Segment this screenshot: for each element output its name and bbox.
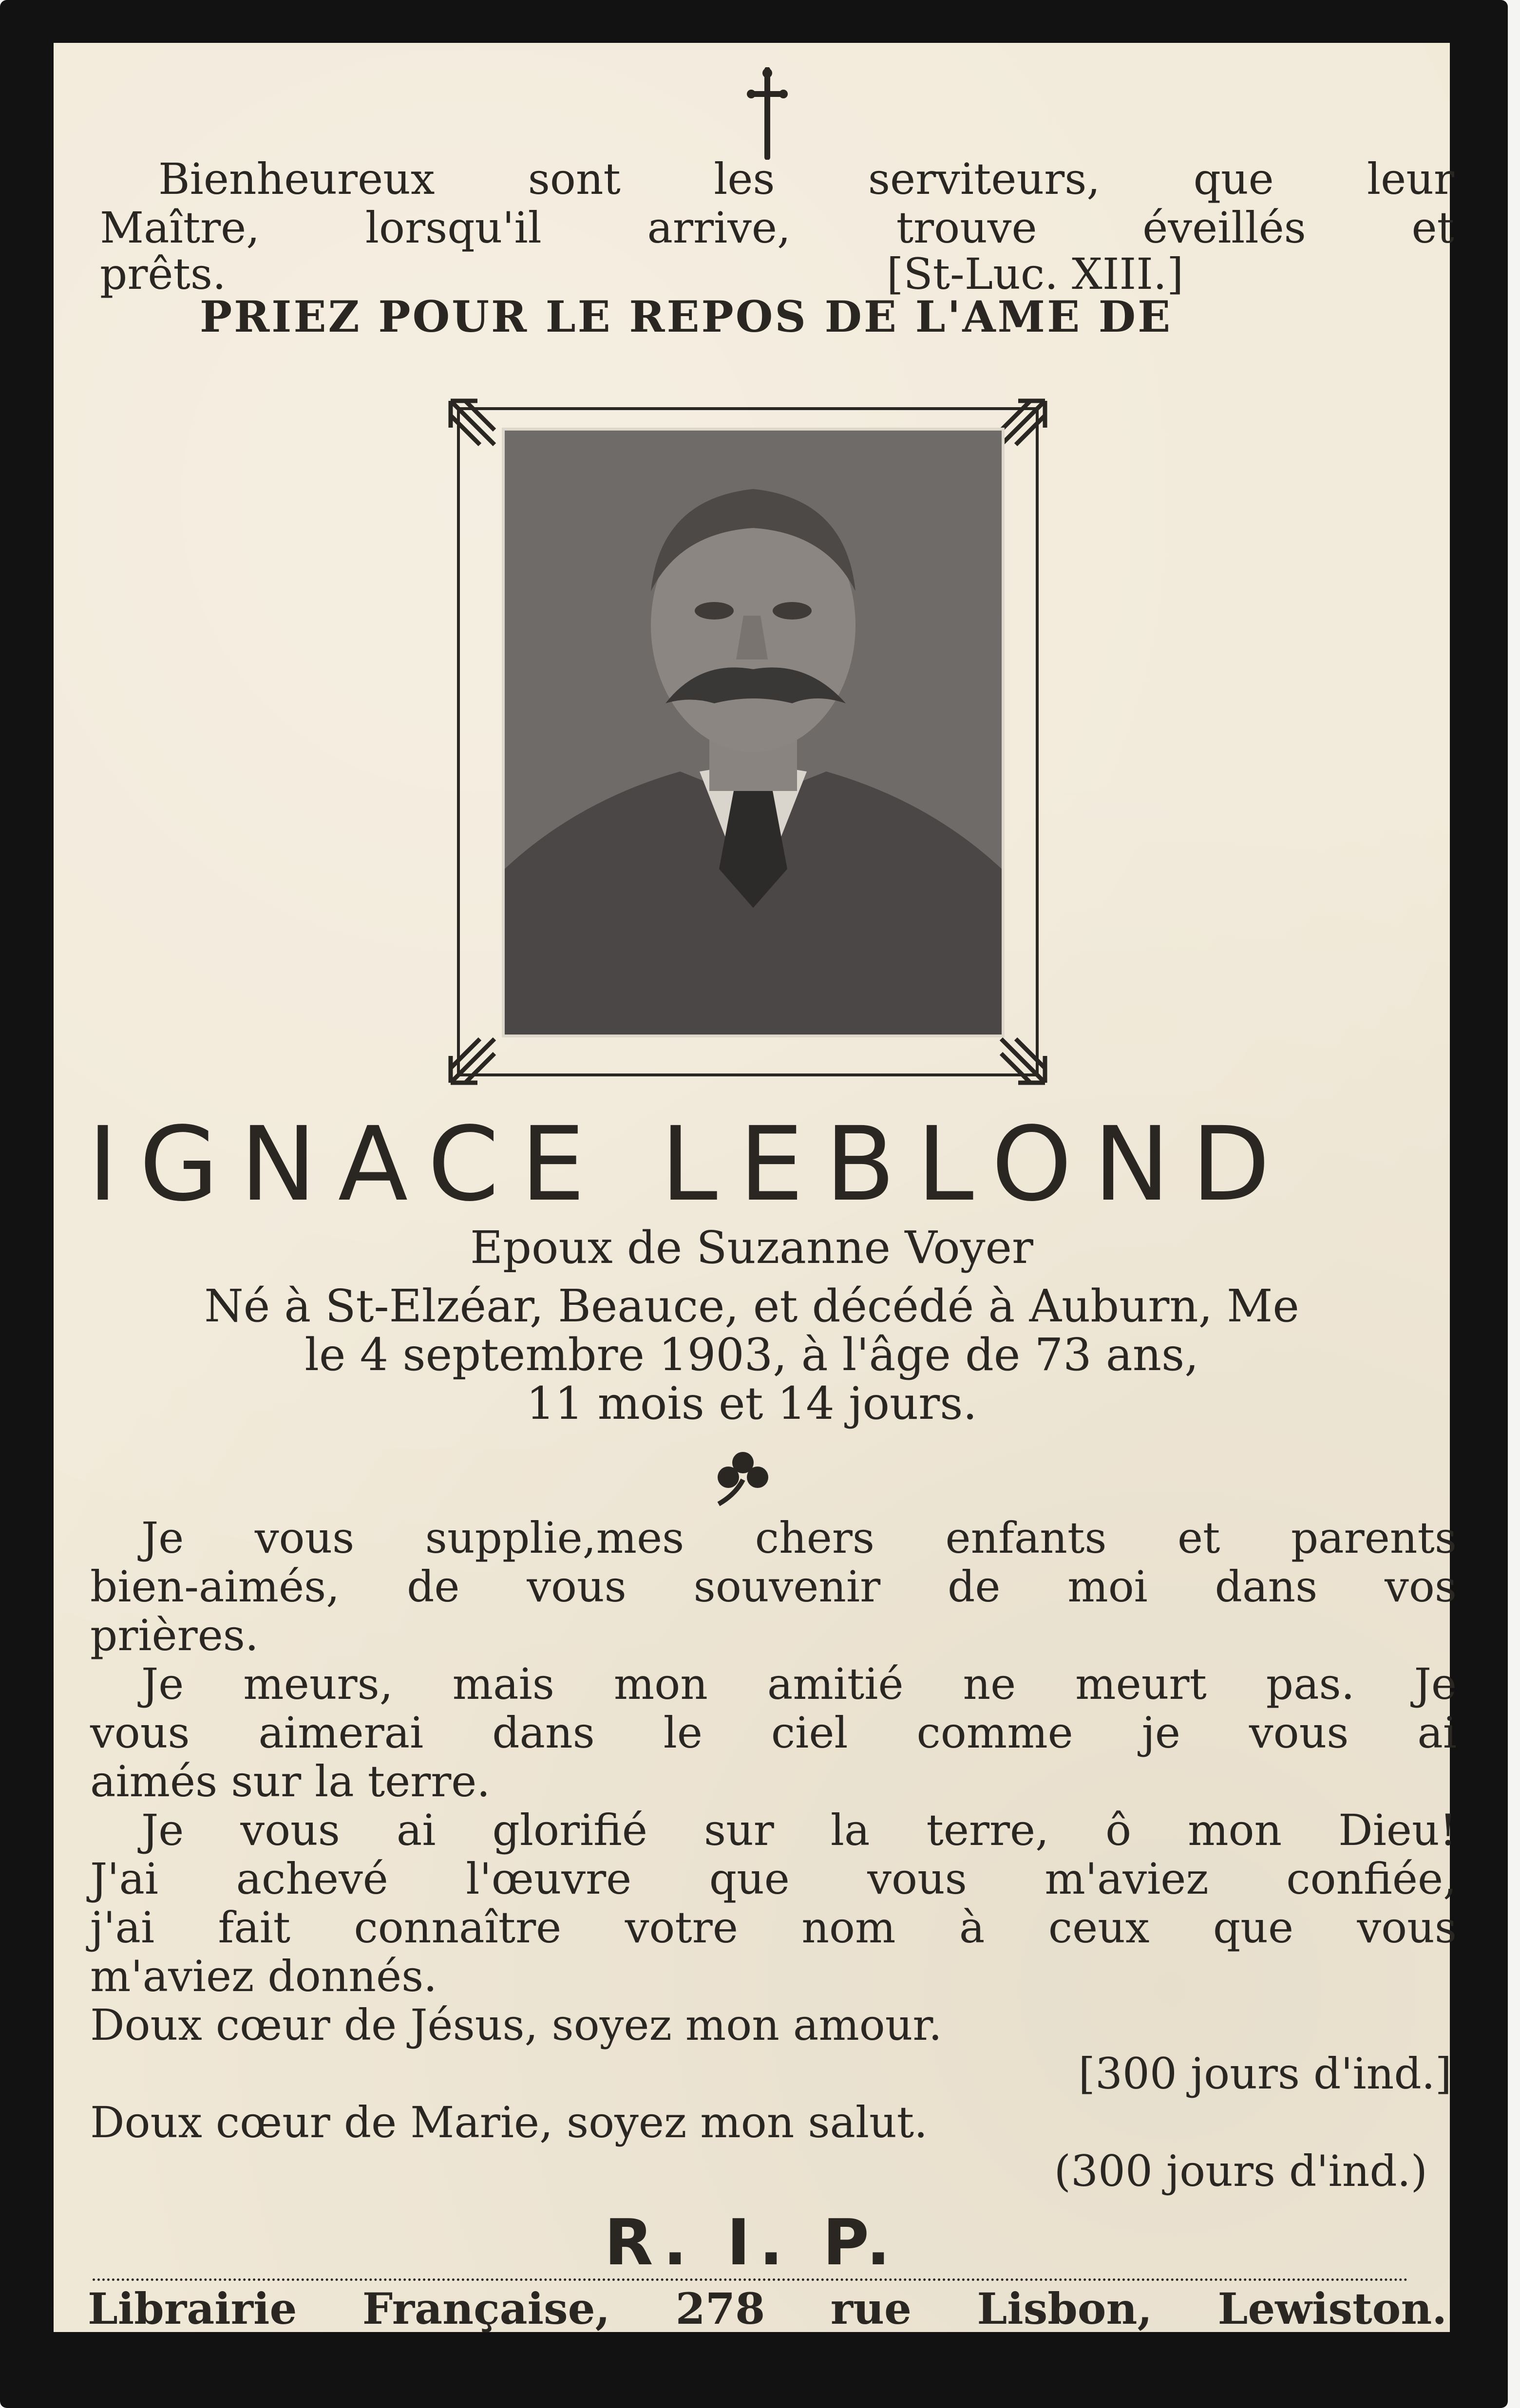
indulgence-note: [300 jours d'ind.] [1078,2049,1452,2099]
prayer-line: m'aviez donnés. [90,1951,437,2001]
card-paper [54,43,1457,2334]
frame-corner-ornament [999,1036,1047,1085]
portrait-photo [502,428,1005,1037]
prayer-heading: PRIEZ POUR LE REPOS DE L'AME DE [200,291,1173,342]
frame-corner-ornament [448,1036,497,1085]
publisher-footer: Librairie Française, 278 rue Lisbon, Lewiston. [88,2283,1447,2334]
prayer-line: prières. [90,1610,259,1660]
verse-line-1: Bienheureux sont les serviteurs, que leur [158,154,1454,204]
cross-icon [741,67,794,160]
shamrock-icon [706,1446,779,1509]
bio-line-2: le 4 septembre 1903, à l'âge de 73 ans, [304,1329,1199,1381]
rip-text: R. I. P. [604,2205,899,2279]
bio-line-1: Né à St-Elzéar, Beauce, et décédé à Auburn, Me [204,1280,1299,1332]
frame-corner-ornament [448,398,497,447]
frame-corner-ornament [999,398,1047,447]
prayer-line: Je vous ai glorifié sur la terre, ô mon Dieu! [141,1805,1457,1855]
prayer-line: Je meurs, mais mon amitié ne meurt pas. Je [141,1659,1457,1709]
prayer-line: Doux cœur de Marie, soyez mon salut. [90,2097,928,2147]
portrait-image [505,431,1002,1035]
prayer-line: J'ai achevé l'œuvre que vous m'aviez confiée, [90,1854,1457,1904]
prayer-line: bien-aimés, de vous souvenir de moi dans vos [90,1561,1457,1612]
prayer-line: j'ai fait connaître votre nom à ceux que vous [90,1902,1457,1953]
bio-line-3: 11 mois et 14 jours. [526,1377,977,1430]
dotted-divider [93,2278,1408,2281]
prayer-line: Doux cœur de Jésus, soyez mon amour. [90,2000,942,2050]
prayer-line: vous aimerai dans le ciel comme je vous ai [90,1708,1457,1758]
prayer-line: aimés sur la terre. [90,1756,491,1806]
verse-citation: [St-Luc. XIII.] [887,249,1184,299]
spouse-line: Epoux de Suzanne Voyer [470,1222,1033,1274]
indulgence-note: (300 jours d'ind.) [1054,2146,1427,2196]
verse-line-2: Maître, lorsqu'il arrive, trouve éveillés et [100,203,1454,253]
prayer-line: Je vous supplie,mes chers enfants et parents [141,1513,1457,1563]
verse-line-3: prêts. [100,249,226,299]
deceased-name: IGNACE LEBLOND [88,1105,1292,1224]
